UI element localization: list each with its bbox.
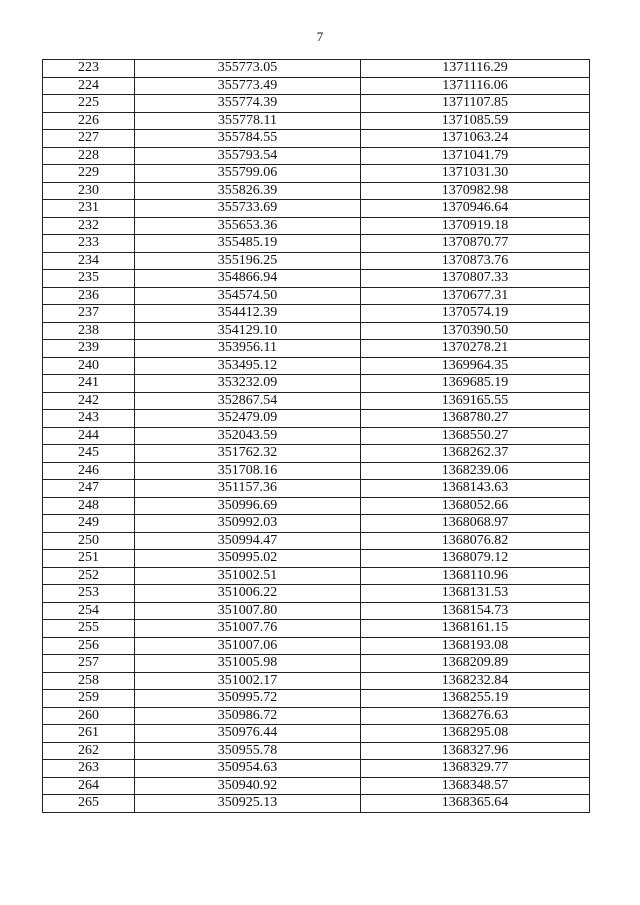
x-coordinate-cell: 355799.06 (135, 165, 361, 183)
point-number-cell: 248 (43, 497, 135, 515)
y-coordinate-cell: 1368052.66 (361, 497, 590, 515)
x-coordinate-cell: 355485.19 (135, 235, 361, 253)
y-coordinate-cell: 1371063.24 (361, 130, 590, 148)
point-number-cell: 255 (43, 620, 135, 638)
x-coordinate-cell: 354574.50 (135, 287, 361, 305)
y-coordinate-cell: 1371031.30 (361, 165, 590, 183)
point-number-cell: 243 (43, 410, 135, 428)
y-coordinate-cell: 1368276.63 (361, 707, 590, 725)
point-number-cell: 265 (43, 795, 135, 813)
y-coordinate-cell: 1370390.50 (361, 322, 590, 340)
y-coordinate-cell: 1369964.35 (361, 357, 590, 375)
y-coordinate-cell: 1368262.37 (361, 445, 590, 463)
x-coordinate-cell: 355784.55 (135, 130, 361, 148)
x-coordinate-cell: 351762.32 (135, 445, 361, 463)
point-number-cell: 236 (43, 287, 135, 305)
point-number-cell: 229 (43, 165, 135, 183)
point-number-cell: 232 (43, 217, 135, 235)
point-number-cell: 230 (43, 182, 135, 200)
x-coordinate-cell: 350986.72 (135, 707, 361, 725)
point-number-cell: 263 (43, 760, 135, 778)
point-number-cell: 223 (43, 60, 135, 78)
x-coordinate-cell: 352479.09 (135, 410, 361, 428)
point-number-cell: 233 (43, 235, 135, 253)
point-number-cell: 251 (43, 550, 135, 568)
table-row (43, 742, 590, 760)
table-row (43, 392, 590, 410)
y-coordinate-cell: 1371107.85 (361, 95, 590, 113)
table-row (43, 340, 590, 358)
x-coordinate-cell: 350995.02 (135, 550, 361, 568)
table-row (43, 550, 590, 568)
x-coordinate-cell: 350994.47 (135, 532, 361, 550)
point-number-cell: 245 (43, 445, 135, 463)
point-number-cell: 264 (43, 777, 135, 795)
x-coordinate-cell: 352867.54 (135, 392, 361, 410)
table-row (43, 60, 590, 78)
x-coordinate-cell: 351002.51 (135, 567, 361, 585)
x-coordinate-cell: 350954.63 (135, 760, 361, 778)
point-number-cell: 256 (43, 637, 135, 655)
x-coordinate-cell: 350995.72 (135, 690, 361, 708)
point-number-cell: 244 (43, 427, 135, 445)
x-coordinate-cell: 353956.11 (135, 340, 361, 358)
table-row (43, 620, 590, 638)
y-coordinate-cell: 1368295.08 (361, 725, 590, 743)
y-coordinate-cell: 1368232.84 (361, 672, 590, 690)
x-coordinate-cell: 350955.78 (135, 742, 361, 760)
table-row (43, 672, 590, 690)
x-coordinate-cell: 355778.11 (135, 112, 361, 130)
table-row (43, 410, 590, 428)
table-row (43, 690, 590, 708)
y-coordinate-cell: 1370946.64 (361, 200, 590, 218)
table-row (43, 760, 590, 778)
point-number-cell: 246 (43, 462, 135, 480)
y-coordinate-cell: 1368079.12 (361, 550, 590, 568)
y-coordinate-cell: 1368550.27 (361, 427, 590, 445)
table-row (43, 777, 590, 795)
point-number-cell: 234 (43, 252, 135, 270)
point-number-cell: 228 (43, 147, 135, 165)
table-row (43, 532, 590, 550)
coordinates-table (42, 59, 590, 813)
y-coordinate-cell: 1370873.76 (361, 252, 590, 270)
x-coordinate-cell: 354129.10 (135, 322, 361, 340)
table-row (43, 725, 590, 743)
x-coordinate-cell: 351002.17 (135, 672, 361, 690)
point-number-cell: 249 (43, 515, 135, 533)
table-row (43, 305, 590, 323)
x-coordinate-cell: 350992.03 (135, 515, 361, 533)
table-row (43, 112, 590, 130)
table-row (43, 602, 590, 620)
table-row (43, 795, 590, 813)
y-coordinate-cell: 1371085.59 (361, 112, 590, 130)
x-coordinate-cell: 355826.39 (135, 182, 361, 200)
x-coordinate-cell: 355773.49 (135, 77, 361, 95)
x-coordinate-cell: 351007.06 (135, 637, 361, 655)
table-row (43, 427, 590, 445)
x-coordinate-cell: 350976.44 (135, 725, 361, 743)
page-number: 7 (316, 29, 324, 44)
table-row (43, 375, 590, 393)
table-row (43, 287, 590, 305)
x-coordinate-cell: 355773.05 (135, 60, 361, 78)
x-coordinate-cell: 351157.36 (135, 480, 361, 498)
point-number-cell: 235 (43, 270, 135, 288)
point-number-cell: 254 (43, 602, 135, 620)
x-coordinate-cell: 352043.59 (135, 427, 361, 445)
x-coordinate-cell: 351005.98 (135, 655, 361, 673)
table-row (43, 637, 590, 655)
table-row (43, 130, 590, 148)
point-number-cell: 227 (43, 130, 135, 148)
y-coordinate-cell: 1368076.82 (361, 532, 590, 550)
x-coordinate-cell: 351007.76 (135, 620, 361, 638)
point-number-cell: 237 (43, 305, 135, 323)
x-coordinate-cell: 350996.69 (135, 497, 361, 515)
table-row (43, 322, 590, 340)
table-row (43, 585, 590, 603)
point-number-cell: 231 (43, 200, 135, 218)
point-number-cell: 257 (43, 655, 135, 673)
x-coordinate-cell: 351006.22 (135, 585, 361, 603)
table-row (43, 497, 590, 515)
x-coordinate-cell: 355793.54 (135, 147, 361, 165)
y-coordinate-cell: 1370807.33 (361, 270, 590, 288)
y-coordinate-cell: 1370982.98 (361, 182, 590, 200)
y-coordinate-cell: 1370677.31 (361, 287, 590, 305)
y-coordinate-cell: 1368110.96 (361, 567, 590, 585)
point-number-cell: 261 (43, 725, 135, 743)
table-row (43, 217, 590, 235)
table-row (43, 707, 590, 725)
x-coordinate-cell: 350925.13 (135, 795, 361, 813)
y-coordinate-cell: 1369165.55 (361, 392, 590, 410)
x-coordinate-cell: 355196.25 (135, 252, 361, 270)
x-coordinate-cell: 354866.94 (135, 270, 361, 288)
table-row (43, 235, 590, 253)
table-row (43, 165, 590, 183)
y-coordinate-cell: 1368161.15 (361, 620, 590, 638)
x-coordinate-cell: 354412.39 (135, 305, 361, 323)
table-row (43, 655, 590, 673)
point-number-cell: 238 (43, 322, 135, 340)
y-coordinate-cell: 1369685.19 (361, 375, 590, 393)
y-coordinate-cell: 1368255.19 (361, 690, 590, 708)
table-row (43, 95, 590, 113)
y-coordinate-cell: 1371116.06 (361, 77, 590, 95)
x-coordinate-cell: 355733.69 (135, 200, 361, 218)
point-number-cell: 253 (43, 585, 135, 603)
x-coordinate-cell: 350940.92 (135, 777, 361, 795)
point-number-cell: 225 (43, 95, 135, 113)
y-coordinate-cell: 1368143.63 (361, 480, 590, 498)
table-body (43, 60, 590, 813)
x-coordinate-cell: 353495.12 (135, 357, 361, 375)
point-number-cell: 262 (43, 742, 135, 760)
point-number-cell: 242 (43, 392, 135, 410)
table-row (43, 252, 590, 270)
y-coordinate-cell: 1370574.19 (361, 305, 590, 323)
point-number-cell: 224 (43, 77, 135, 95)
y-coordinate-cell: 1371041.79 (361, 147, 590, 165)
x-coordinate-cell: 355774.39 (135, 95, 361, 113)
y-coordinate-cell: 1368068.97 (361, 515, 590, 533)
table-row (43, 357, 590, 375)
point-number-cell: 258 (43, 672, 135, 690)
y-coordinate-cell: 1368327.96 (361, 742, 590, 760)
point-number-cell: 247 (43, 480, 135, 498)
y-coordinate-cell: 1370870.77 (361, 235, 590, 253)
table-row (43, 147, 590, 165)
point-number-cell: 240 (43, 357, 135, 375)
x-coordinate-cell: 351007.80 (135, 602, 361, 620)
y-coordinate-cell: 1371116.29 (361, 60, 590, 78)
point-number-cell: 250 (43, 532, 135, 550)
point-number-cell: 226 (43, 112, 135, 130)
point-number-cell: 239 (43, 340, 135, 358)
y-coordinate-cell: 1368780.27 (361, 410, 590, 428)
point-number-cell: 241 (43, 375, 135, 393)
table-row (43, 182, 590, 200)
y-coordinate-cell: 1370919.18 (361, 217, 590, 235)
y-coordinate-cell: 1368239.06 (361, 462, 590, 480)
y-coordinate-cell: 1368365.64 (361, 795, 590, 813)
x-coordinate-cell: 351708.16 (135, 462, 361, 480)
table-row (43, 77, 590, 95)
table-row (43, 270, 590, 288)
y-coordinate-cell: 1368329.77 (361, 760, 590, 778)
x-coordinate-cell: 355653.36 (135, 217, 361, 235)
y-coordinate-cell: 1368193.08 (361, 637, 590, 655)
table-row (43, 200, 590, 218)
point-number-cell: 259 (43, 690, 135, 708)
y-coordinate-cell: 1368209.89 (361, 655, 590, 673)
table-row (43, 445, 590, 463)
y-coordinate-cell: 1368131.53 (361, 585, 590, 603)
table-row (43, 462, 590, 480)
y-coordinate-cell: 1368154.73 (361, 602, 590, 620)
y-coordinate-cell: 1370278.21 (361, 340, 590, 358)
point-number-cell: 260 (43, 707, 135, 725)
table-row (43, 480, 590, 498)
table-row (43, 515, 590, 533)
y-coordinate-cell: 1368348.57 (361, 777, 590, 795)
table-row (43, 567, 590, 585)
point-number-cell: 252 (43, 567, 135, 585)
x-coordinate-cell: 353232.09 (135, 375, 361, 393)
